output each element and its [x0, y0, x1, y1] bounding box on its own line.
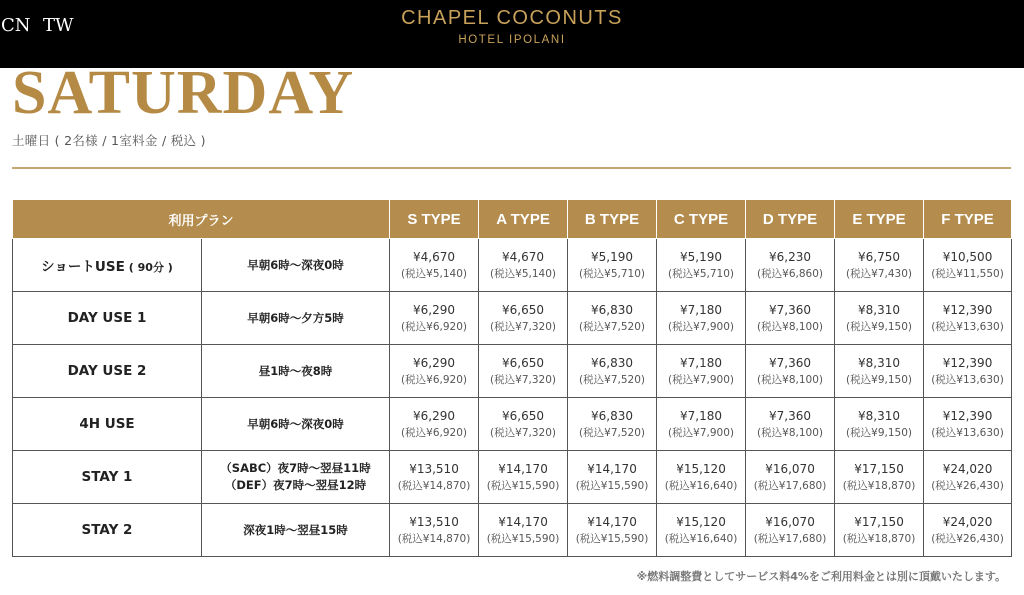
price-value: ¥8,310 — [858, 408, 901, 423]
plan-name: STAY 1 — [81, 469, 133, 485]
price-with-tax: (税込¥17,680) — [753, 532, 827, 545]
price-value: ¥16,070 — [765, 461, 815, 476]
type-column-header: C TYPE — [657, 200, 746, 239]
price-with-tax: (税込¥14,870) — [397, 479, 471, 492]
price-with-tax: (税込¥14,870) — [397, 532, 471, 545]
plan-time-text: （SABC）夜7時～翌昼11時 — [220, 461, 371, 475]
plan-duration-note: ( 90分 ) — [128, 261, 173, 274]
type-column-header: S TYPE — [390, 200, 479, 239]
price-table — [12, 199, 1012, 557]
plan-name: DAY USE 2 — [67, 363, 147, 379]
title-divider — [12, 167, 1011, 169]
price-cell — [390, 504, 479, 557]
price-value: ¥7,180 — [680, 408, 723, 423]
plan-time-cell — [202, 398, 390, 451]
price-value: ¥7,360 — [769, 302, 812, 317]
price-value: ¥10,500 — [942, 249, 993, 264]
price-with-tax: (税込¥7,900) — [668, 373, 734, 386]
price-with-tax: (税込¥7,900) — [668, 426, 734, 439]
price-cell — [568, 292, 657, 345]
price-cell — [835, 451, 924, 504]
price-cell — [657, 504, 746, 557]
price-cell — [746, 451, 835, 504]
price-cell — [390, 398, 479, 451]
price-with-tax: (税込¥17,680) — [753, 479, 827, 492]
plan-name-cell — [13, 398, 202, 451]
price-value: ¥14,170 — [587, 461, 637, 476]
price-cell — [924, 239, 1012, 292]
price-with-tax: (税込¥8,100) — [757, 426, 823, 439]
price-value: ¥7,360 — [769, 408, 812, 423]
price-with-tax: (税込¥15,590) — [486, 479, 560, 492]
price-with-tax: (税込¥7,320) — [490, 320, 556, 333]
price-with-tax: (税込¥5,140) — [490, 267, 556, 280]
price-value: ¥6,830 — [591, 302, 634, 317]
price-value: ¥15,120 — [676, 514, 726, 529]
price-with-tax: (税込¥16,640) — [664, 479, 738, 492]
price-cell — [746, 504, 835, 557]
price-cell — [568, 345, 657, 398]
price-value: ¥12,390 — [942, 302, 993, 317]
price-with-tax: (税込¥15,590) — [575, 532, 649, 545]
table-body — [13, 239, 1012, 557]
type-column-header: A TYPE — [479, 200, 568, 239]
price-cell — [924, 292, 1012, 345]
price-value: ¥12,390 — [942, 355, 993, 370]
price-cell — [390, 345, 479, 398]
plan-name-cell — [13, 451, 202, 504]
price-value: ¥6,230 — [769, 249, 812, 264]
plan-time-cell — [202, 292, 390, 345]
price-with-tax: (税込¥13,630) — [931, 320, 1004, 333]
price-with-tax: (税込¥5,140) — [401, 267, 467, 280]
price-with-tax: (税込¥9,150) — [846, 426, 912, 439]
language-link-cn[interactable]: CN — [1, 15, 31, 36]
plan-time-text: 早朝6時～深夜0時 — [247, 257, 344, 272]
price-with-tax: (税込¥5,710) — [579, 267, 645, 280]
price-with-tax: (税込¥7,520) — [579, 373, 645, 386]
price-cell — [835, 504, 924, 557]
price-with-tax: (税込¥7,320) — [490, 373, 556, 386]
price-cell — [479, 504, 568, 557]
price-with-tax: (税込¥7,430) — [846, 267, 912, 280]
price-with-tax: (税込¥9,150) — [846, 320, 912, 333]
plan-name: 4H USE — [79, 416, 135, 432]
price-cell — [835, 292, 924, 345]
price-with-tax: (税込¥7,520) — [579, 320, 645, 333]
price-value: ¥7,360 — [769, 355, 812, 370]
price-value: ¥24,020 — [942, 514, 993, 529]
price-cell — [479, 398, 568, 451]
price-cell — [746, 345, 835, 398]
plan-time-text: 深夜1時～翌昼15時 — [243, 522, 348, 537]
price-with-tax: (税込¥6,920) — [401, 320, 467, 333]
price-value: ¥6,290 — [413, 408, 456, 423]
price-value: ¥14,170 — [587, 514, 637, 529]
plan-name-cell — [13, 345, 202, 398]
plan-name-cell — [13, 504, 202, 557]
price-value: ¥8,310 — [858, 355, 901, 370]
price-value: ¥13,510 — [409, 461, 459, 476]
type-column-header: E TYPE — [835, 200, 924, 239]
price-value: ¥14,170 — [498, 461, 548, 476]
price-cell — [657, 239, 746, 292]
price-cell — [657, 398, 746, 451]
price-value: ¥6,650 — [502, 302, 545, 317]
price-with-tax: (税込¥18,870) — [842, 479, 916, 492]
price-with-tax: (税込¥16,640) — [664, 532, 738, 545]
plan-time-cell — [202, 345, 390, 398]
plan-time-text: 昼1時～夜8時 — [258, 363, 333, 378]
price-cell — [924, 451, 1012, 504]
price-cell — [568, 239, 657, 292]
price-value: ¥5,190 — [591, 249, 634, 264]
price-cell — [657, 292, 746, 345]
price-cell — [479, 239, 568, 292]
price-with-tax: (税込¥15,590) — [486, 532, 560, 545]
price-cell — [568, 504, 657, 557]
table-row — [13, 239, 1012, 292]
price-value: ¥7,180 — [680, 302, 723, 317]
price-cell — [479, 451, 568, 504]
type-column-header: D TYPE — [746, 200, 835, 239]
plan-time-text: （DEF）夜7時～翌昼12時 — [224, 478, 367, 492]
price-cell — [657, 451, 746, 504]
price-cell — [568, 398, 657, 451]
brand-logo-title[interactable]: CHAPEL COCONUTS — [401, 7, 623, 29]
plan-time-cell — [202, 239, 390, 292]
plan-name: DAY USE 1 — [67, 310, 147, 326]
plan-time-text: 早朝6時～夕方5時 — [247, 310, 344, 325]
price-with-tax: (税込¥13,630) — [931, 426, 1004, 439]
price-with-tax: (税込¥6,920) — [401, 426, 467, 439]
price-with-tax: (税込¥11,550) — [931, 267, 1004, 280]
price-value: ¥17,150 — [854, 514, 904, 529]
price-cell — [390, 292, 479, 345]
plan-name: ショートUSE — [41, 259, 125, 275]
price-cell — [924, 345, 1012, 398]
page-subtitle: 土曜日 ( 2名様 / 1室料金 / 税込 ) — [12, 133, 206, 148]
price-cell — [746, 239, 835, 292]
price-value: ¥6,650 — [502, 355, 545, 370]
price-with-tax: (税込¥8,100) — [757, 320, 823, 333]
price-with-tax: (税込¥7,520) — [579, 426, 645, 439]
price-cell — [746, 292, 835, 345]
price-value: ¥24,020 — [942, 461, 993, 476]
plan-name-cell — [13, 239, 202, 292]
plan-time-text: 早朝6時～深夜0時 — [247, 416, 344, 431]
price-value: ¥7,180 — [680, 355, 723, 370]
plan-column-header: 利用プラン — [13, 200, 390, 239]
price-value: ¥5,190 — [680, 249, 723, 264]
brand-logo-subtitle: HOTEL IPOLANI — [458, 34, 566, 46]
price-with-tax: (税込¥9,150) — [846, 373, 912, 386]
price-with-tax: (税込¥15,590) — [575, 479, 649, 492]
type-column-header: B TYPE — [568, 200, 657, 239]
price-cell — [835, 239, 924, 292]
price-value: ¥17,150 — [854, 461, 904, 476]
price-value: ¥13,510 — [409, 514, 459, 529]
price-value: ¥6,290 — [413, 302, 456, 317]
fuel-surcharge-note: ※燃料調整費としてサービス料4%をご利用料金とは別に頂戴いたします。 — [636, 570, 1006, 583]
price-cell — [835, 345, 924, 398]
page-title: SATURDAY — [12, 59, 355, 127]
table-header-row — [13, 200, 1012, 239]
price-value: ¥14,170 — [498, 514, 548, 529]
price-value: ¥6,830 — [591, 355, 634, 370]
price-with-tax: (税込¥6,860) — [757, 267, 823, 280]
price-cell — [479, 292, 568, 345]
price-value: ¥15,120 — [676, 461, 726, 476]
price-cell — [390, 451, 479, 504]
price-cell — [924, 504, 1012, 557]
price-with-tax: (税込¥7,320) — [490, 426, 556, 439]
language-link-tw[interactable]: TW — [43, 15, 74, 36]
price-cell — [746, 398, 835, 451]
price-value: ¥6,750 — [858, 249, 901, 264]
price-with-tax: (税込¥6,920) — [401, 373, 467, 386]
price-with-tax: (税込¥26,430) — [931, 532, 1004, 545]
table-row — [13, 504, 1012, 557]
price-with-tax: (税込¥5,710) — [668, 267, 734, 280]
type-column-header: F TYPE — [924, 200, 1012, 239]
price-value: ¥16,070 — [765, 514, 815, 529]
table-row — [13, 451, 1012, 504]
plan-name-cell — [13, 292, 202, 345]
price-value: ¥6,650 — [502, 408, 545, 423]
price-cell — [568, 451, 657, 504]
price-value: ¥8,310 — [858, 302, 901, 317]
price-cell — [479, 345, 568, 398]
plan-time-cell — [202, 451, 390, 504]
price-with-tax: (税込¥18,870) — [842, 532, 916, 545]
price-with-tax: (税込¥26,430) — [931, 479, 1004, 492]
table-row — [13, 345, 1012, 398]
plan-time-cell — [202, 504, 390, 557]
price-value: ¥6,830 — [591, 408, 634, 423]
table-row — [13, 398, 1012, 451]
price-value: ¥12,390 — [942, 408, 993, 423]
price-value: ¥4,670 — [413, 249, 456, 264]
price-cell — [390, 239, 479, 292]
price-value: ¥6,290 — [413, 355, 456, 370]
plan-name: STAY 2 — [81, 522, 133, 538]
price-with-tax: (税込¥13,630) — [931, 373, 1004, 386]
price-with-tax: (税込¥7,900) — [668, 320, 734, 333]
price-cell — [924, 398, 1012, 451]
price-value: ¥4,670 — [502, 249, 545, 264]
price-with-tax: (税込¥8,100) — [757, 373, 823, 386]
table-row — [13, 292, 1012, 345]
price-cell — [657, 345, 746, 398]
price-cell — [835, 398, 924, 451]
